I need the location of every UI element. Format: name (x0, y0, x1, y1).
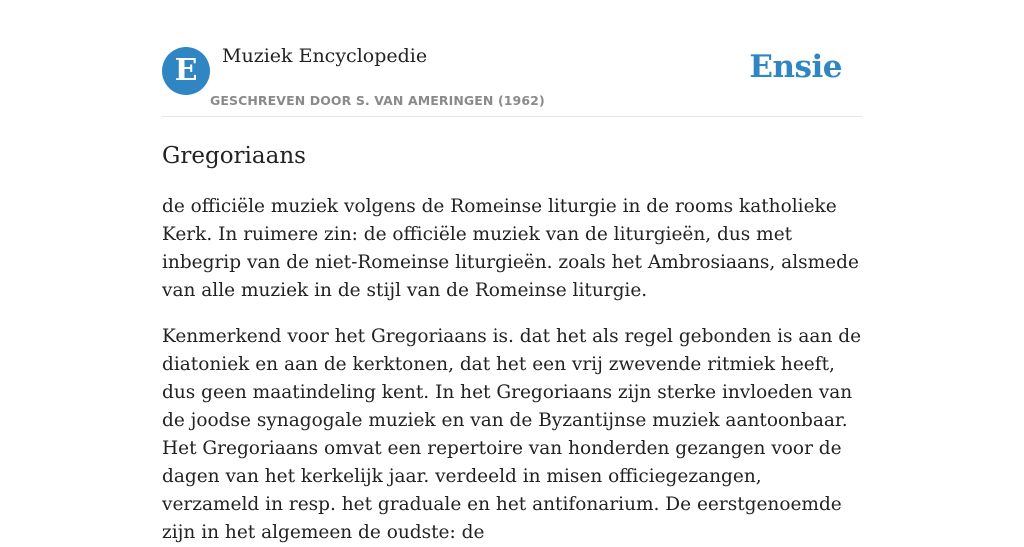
encyclopedia-title-link[interactable]: Muziek Encyclopedie (222, 45, 428, 67)
page (162, 0, 862, 547)
ensie-brand-logo[interactable]: Ensie (749, 49, 842, 85)
encyclopedia-logo-icon[interactable]: E (162, 47, 210, 95)
article-title: Gregoriaans (162, 143, 306, 169)
article-paragraph-2: Kenmerkend voor het Gregoriaans is. dat het als regel gebonden is aan de diatoniek en aan de kerktonen, dat het een vrij zwevende ritmiek heeft, dus geen maatindeling kent. In het Gregoriaans zijn sterke invloeden van de joodse synagogale muziek en van de Byzantijnse muziek aantoonbaar. Het Gregoriaans omvat een repertoire van honderden gezangen voor de dagen van het kerkelijk jaar. verdeeld in misen officiegezangen, verzameld in resp. het graduale en het antifonarium. De eerstgenoemde zijn in het algemeen de oudste: de (162, 326, 862, 543)
article-paragraph-1: de officiële muziek volgens de Romeinse liturgie in de rooms katholieke Kerk. In ruimere zin: de officiële muziek van de liturgieën, dus met inbegrip van de niet-Romeinse liturgieën. zoals het Ambrosiaans, alsmede van alle muziek in de stijl van de Romeinse liturgie. (162, 196, 859, 301)
site-header (162, 0, 862, 117)
author-line: GESCHREVEN DOOR S. VAN AMERINGEN (1962) (210, 93, 545, 108)
